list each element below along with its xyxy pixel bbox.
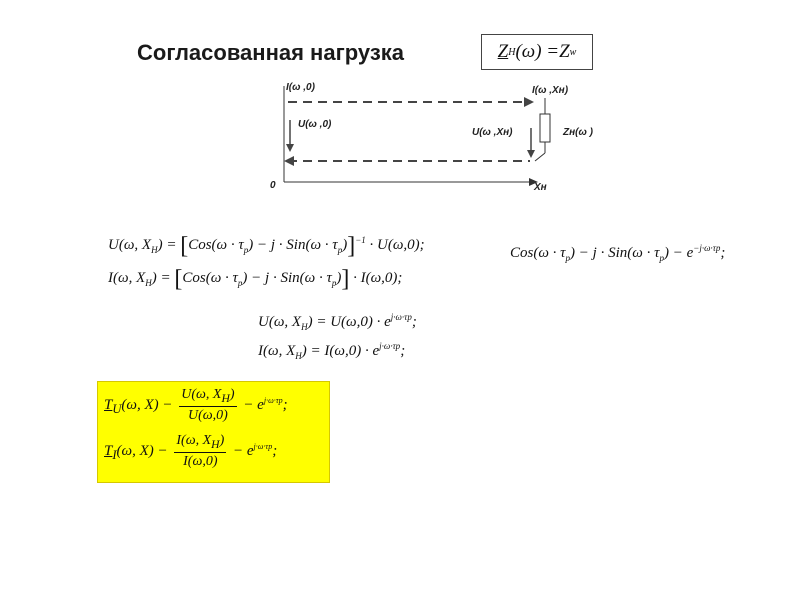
- condition-rhs: Z: [559, 41, 570, 62]
- u-body-sub: p: [243, 245, 249, 255]
- load-return-wire: [535, 153, 545, 161]
- ti-denominator: I(ω,0): [183, 453, 218, 469]
- u-bracket-close: ]: [347, 233, 356, 259]
- u-bracket-open: [: [180, 233, 189, 259]
- euler-text: Cos(ω · τ: [510, 245, 566, 261]
- tu-numerator: [179, 387, 236, 407]
- label-ixn: I(ω ,Xн): [532, 85, 569, 96]
- load-impedance-icon: [540, 114, 550, 142]
- u-lhs-sub: H: [151, 245, 158, 255]
- condition-lhs: Z: [497, 41, 509, 62]
- u-end: · U(ω,0);: [365, 237, 425, 253]
- i-rest-sub: p: [331, 278, 337, 288]
- i-lhs: I(ω, X: [108, 270, 146, 286]
- current-transfer-coefficient: [104, 433, 277, 470]
- tu-num: U(ω, X: [181, 387, 222, 402]
- transmission-line-diagram: [250, 78, 630, 198]
- tu-num-sub: H: [221, 391, 230, 405]
- tu-args-end: ) −: [153, 396, 177, 413]
- voltage-transfer-coefficient: [104, 387, 288, 424]
- tu-num-end: ): [229, 387, 235, 402]
- ti-name-sub: I: [112, 447, 117, 462]
- uexp-mid: ) = U(ω,0) · e: [307, 314, 391, 330]
- euler-exp: −j·ω·τp: [693, 243, 721, 253]
- condition-rhs-sub: w: [569, 46, 577, 58]
- tu-args: (ω, X: [121, 396, 154, 413]
- tu-exp: j·ω·τp: [263, 395, 283, 405]
- label-zn: Zн(ω ): [563, 127, 593, 138]
- iexp-end: ;: [400, 343, 406, 359]
- ti-end: ;: [272, 442, 278, 459]
- iexp-lhs: I(ω, X: [258, 343, 296, 359]
- tu-name: T: [104, 396, 113, 413]
- u-tail: ): [342, 237, 348, 253]
- iexp-lhs-sub: H: [295, 351, 302, 361]
- i-body-sub: p: [237, 278, 243, 288]
- voltage-exp-formula: [258, 312, 417, 332]
- tu-tail: − e: [239, 396, 264, 413]
- ti-numerator: [174, 433, 226, 453]
- label-zero: 0: [270, 180, 276, 191]
- i-mid: ) =: [151, 270, 175, 286]
- condition-arg: (ω) =: [515, 41, 560, 62]
- ti-name: T: [104, 442, 113, 459]
- uxn-arrow-icon: [527, 150, 535, 158]
- euler-identity: [510, 243, 725, 263]
- ti-num-end: ): [219, 433, 225, 448]
- u-rest-sub: p: [337, 245, 343, 255]
- ti-args: (ω, X: [116, 442, 149, 459]
- uexp-lhs: U(ω, X: [258, 314, 302, 330]
- ti-args-end: ) −: [148, 442, 172, 459]
- ti-tail: − e: [229, 442, 254, 459]
- i-tail: ): [336, 270, 342, 286]
- label-i0: I(ω ,0): [286, 82, 315, 93]
- u-lhs: U(ω, X: [108, 237, 152, 253]
- u-rest: ) − j · Sin(ω · τ: [248, 237, 338, 253]
- current-formula: [108, 266, 402, 293]
- current-exp-formula: [258, 341, 405, 361]
- u0-arrow-icon: [286, 144, 294, 152]
- label-xn: Xн: [534, 182, 547, 193]
- tu-end: ;: [282, 396, 288, 413]
- iexp-exp: j·ω·τp: [379, 341, 401, 351]
- iexp-mid: ) = I(ω,0) · e: [301, 343, 380, 359]
- uexp-lhs-sub: H: [301, 322, 308, 332]
- label-u0: U(ω ,0): [298, 119, 332, 130]
- label-uxn: U(ω ,Xн): [472, 127, 513, 138]
- ti-exp: j·ω·τp: [253, 441, 273, 451]
- euler-end: ;: [720, 245, 726, 261]
- i-body: Cos(ω · τ: [182, 270, 238, 286]
- i-lhs-sub: H: [145, 278, 152, 288]
- tu-denominator: U(ω,0): [187, 407, 228, 423]
- u-power: −1: [355, 235, 366, 245]
- ti-num-sub: H: [211, 437, 220, 451]
- uexp-end: ;: [411, 314, 417, 330]
- i-bracket-close: ]: [341, 266, 350, 292]
- condition-lhs-sub: H: [508, 46, 516, 58]
- return-arrow-icon: [284, 156, 294, 166]
- euler-sub: p: [565, 253, 571, 263]
- euler-rest-sub: p: [659, 253, 664, 263]
- voltage-formula: [108, 233, 425, 260]
- forward-arrow-icon: [524, 97, 534, 107]
- u-mid: ) =: [157, 237, 181, 253]
- ti-fraction: [174, 433, 226, 470]
- u-body: Cos(ω · τ: [188, 237, 244, 253]
- i-bracket-open: [: [174, 266, 183, 292]
- tu-fraction: [179, 387, 236, 424]
- tu-name-sub: U: [112, 401, 122, 416]
- euler-rest: ) − j · Sin(ω · τ: [570, 245, 660, 261]
- i-end: · I(ω,0);: [349, 270, 403, 286]
- slide-title: Согласованная нагрузка: [137, 40, 405, 65]
- i-rest: ) − j · Sin(ω · τ: [242, 270, 332, 286]
- uexp-exp: j·ω·τp: [390, 312, 412, 322]
- euler-tail: ) − e: [663, 245, 694, 261]
- matched-load-condition: [481, 34, 593, 70]
- ti-num: I(ω, X: [176, 433, 212, 448]
